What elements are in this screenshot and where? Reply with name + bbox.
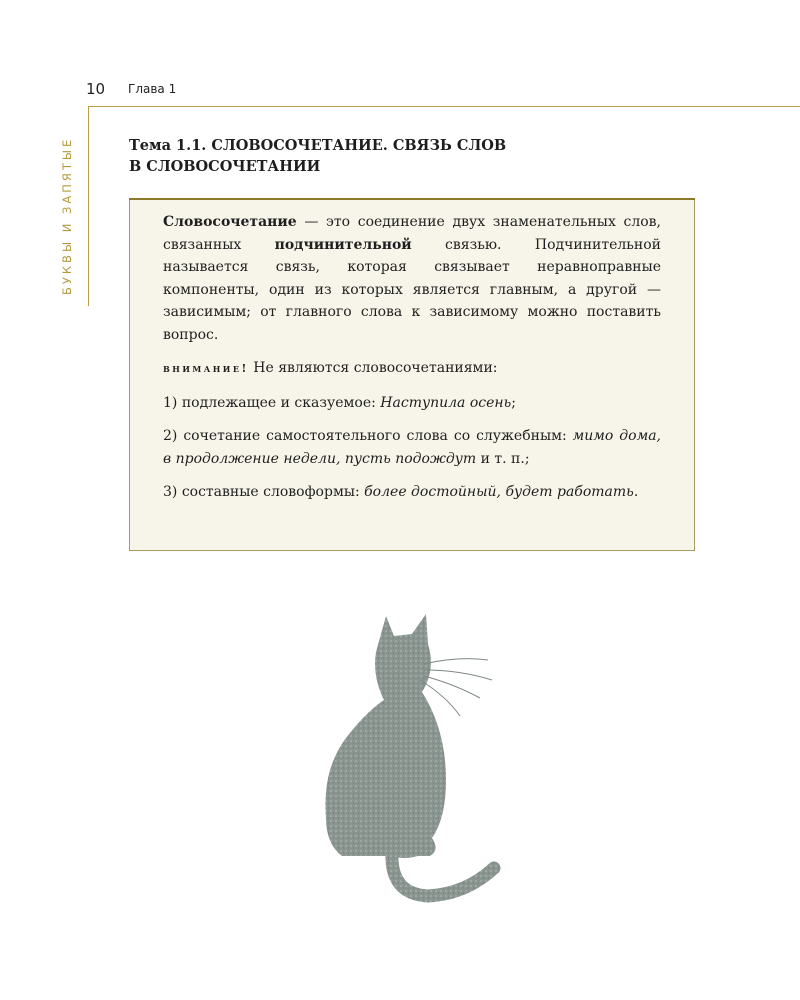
list-item <box>163 481 661 504</box>
cat-whiskers <box>420 659 492 716</box>
definition-bold-term: подчинительной <box>274 236 412 253</box>
attention-paragraph <box>163 357 661 381</box>
section-heading-line-1: Тема 1.1. СЛОВОСОЧЕТАНИЕ. СВЯЗЬ СЛОВ <box>129 137 507 154</box>
definition-box <box>129 200 695 551</box>
list-item-number: 3) <box>163 484 178 500</box>
attention-text: Не являются словосочетаниями: <box>248 360 498 376</box>
list-item-example: мимо дома, в продолжение недели, пусть подождут <box>163 428 661 467</box>
definition-text-2: связью. Подчинительной называется связь, которая связывает неравноправные компоненты, один из которых является главным, а другой — зависимым; от главного слова к зависимому можно поставить вопрос. <box>163 236 662 343</box>
attention-label: внимание! <box>163 362 249 375</box>
cat-tail <box>392 852 494 896</box>
cat-body <box>325 614 446 858</box>
list-item <box>163 425 661 470</box>
list-item-text: подлежащее и сказуемое: <box>177 394 381 411</box>
section-heading <box>129 135 609 177</box>
page-number: 10 <box>86 80 106 98</box>
section-heading-line-2: В СЛОВОСОЧЕТАНИИ <box>129 158 321 175</box>
side-title: БУКВЫ И ЗАПЯТЫЕ <box>60 136 74 295</box>
definition-text-1: — это соединение двух знаменательных слов, связанных <box>163 214 661 253</box>
definition-paragraph <box>163 211 661 346</box>
list-item-example: Наступила осень <box>380 394 512 411</box>
list-item-tail: . <box>633 484 639 500</box>
definition-term: Словосочетание <box>163 214 297 230</box>
list-item <box>163 392 661 415</box>
list-item-number: 2) <box>163 428 178 444</box>
list-item-text: сочетание самостоятельного слова со служебным: <box>177 428 573 444</box>
list-item-tail: и т. п.; <box>476 450 530 467</box>
chapter-label: Глава 1 <box>128 82 177 96</box>
list-item-tail: ; <box>511 394 516 411</box>
list-item-number: 1) <box>163 394 178 411</box>
header-rule <box>88 106 800 107</box>
list-item-example: более достойный, будет работать <box>364 484 634 500</box>
list-item-text: составные словоформы: <box>177 484 365 500</box>
margin-rule <box>88 106 89 306</box>
cat-icon <box>300 600 510 920</box>
